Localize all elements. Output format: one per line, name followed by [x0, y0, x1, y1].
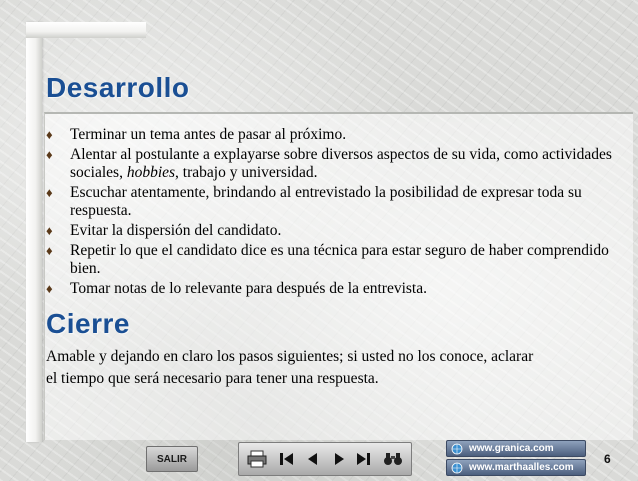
bullet-text: Escuchar atentamente, brindando al entrevistado la posibilidad de expresar toda su respuesta. [70, 184, 582, 219]
list-item [46, 242, 616, 278]
bullet-list [46, 126, 616, 300]
list-item [46, 184, 616, 220]
decorative-top-bar [26, 22, 146, 38]
section-title-cierre: Cierre [46, 308, 130, 339]
diamond-bullet-icon: ♦ [46, 243, 53, 258]
list-item [46, 126, 616, 144]
bullet-text: Evitar la dispersión del candidato. [70, 222, 282, 239]
globe-icon [451, 443, 463, 455]
diamond-bullet-icon: ♦ [46, 147, 53, 162]
bullet-italic-text: hobbies [126, 164, 176, 181]
printer-icon[interactable] [245, 447, 269, 471]
page-number: 6 [604, 452, 611, 466]
marthaalles-link[interactable] [446, 459, 586, 476]
diamond-bullet-icon: ♦ [46, 281, 53, 296]
globe-icon [451, 462, 463, 474]
marthaalles-link-text: www.marthaalles.com [469, 462, 574, 473]
binoculars-icon[interactable] [381, 447, 405, 471]
granica-link[interactable] [446, 440, 586, 457]
list-item [46, 280, 616, 298]
section-title-desarrollo: Desarrollo [46, 72, 190, 103]
cierre-paragraph: Amable y dejando en claro los pasos siguientes; si usted no los conoce, aclarar el tiempo que será necesario para tener una respuesta. [46, 348, 534, 387]
diamond-bullet-icon: ♦ [46, 127, 53, 142]
navigation-toolbar [238, 442, 412, 476]
decorative-left-bar [26, 22, 42, 442]
bullet-text: Alentar al postulante a explayarse sobre diversos aspectos de su vida, como actividades sociales, [70, 146, 612, 181]
bullet-text: Repetir lo que el candidato dice es una técnica para estar seguro de haber comprendido bien. [70, 242, 609, 277]
list-item [46, 222, 616, 240]
bullet-text: , trabajo y universidad. [175, 164, 318, 181]
bullet-text: Tomar notas de lo relevante para después de la entrevista. [70, 280, 427, 297]
diamond-bullet-icon: ♦ [46, 223, 53, 238]
last-slide-icon[interactable] [351, 447, 375, 471]
granica-link-text: www.granica.com [469, 443, 554, 454]
previous-slide-icon[interactable] [301, 447, 325, 471]
bullet-text: Terminar un tema antes de pasar al próximo. [70, 126, 347, 143]
list-item [46, 146, 616, 182]
diamond-bullet-icon: ♦ [46, 185, 53, 200]
next-slide-icon[interactable] [327, 447, 351, 471]
exit-button[interactable]: SALIR [146, 446, 198, 472]
first-slide-icon[interactable] [275, 447, 299, 471]
